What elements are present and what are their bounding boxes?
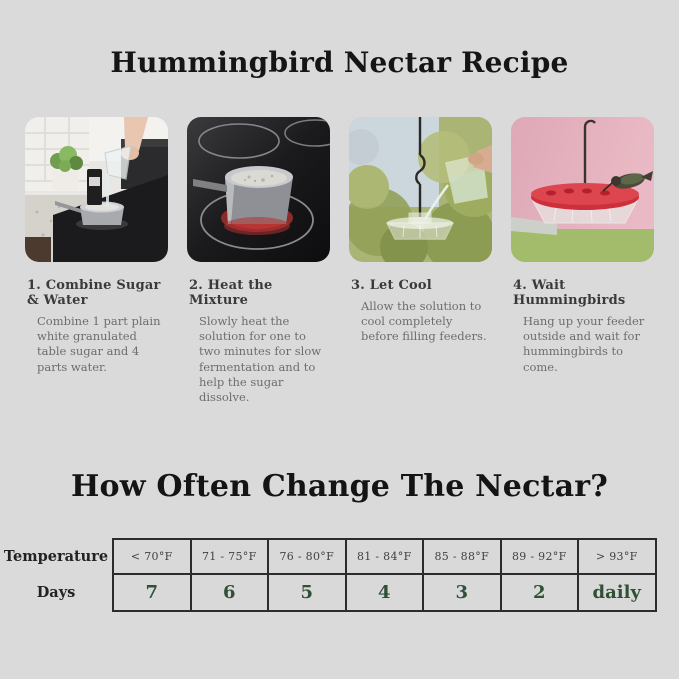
temperature-row <box>0 539 656 574</box>
temperature-cell: > 93°F <box>578 539 656 574</box>
nectar-change-table-area <box>0 538 679 612</box>
step-card-4 <box>511 117 654 405</box>
step-description: Allow the solution to cool completely before filling feeders. <box>361 299 487 344</box>
page-title: Hummingbird Nectar Recipe <box>110 46 569 79</box>
photo-combine-sugar-water <box>25 117 168 262</box>
days-row-label: Days <box>36 584 76 602</box>
step-heading: 4. Wait Hummingbirds <box>513 278 626 308</box>
photo-hummingbird-feeder <box>511 117 654 262</box>
stove-heating-illustration <box>187 117 330 262</box>
days-row <box>0 574 656 611</box>
hummingbird-feeder-illustration <box>511 117 654 262</box>
days-cell: 5 <box>268 574 346 611</box>
step-heading: 1. Combine Sugar & Water <box>27 278 161 308</box>
temperature-cell: 76 - 80°F <box>268 539 346 574</box>
table-section-title: How Often Change The Nectar? <box>70 469 609 505</box>
days-cell: 4 <box>346 574 424 611</box>
red-saucer-feeder-illustration <box>531 183 639 223</box>
step-description: Slowly heat the solution for one to two minutes for slow fermentation and to help the sugar dissolve. <box>199 314 322 404</box>
step-card-3 <box>349 117 492 405</box>
step-card-1 <box>25 117 168 405</box>
step-heading: 3. Let Cool <box>351 278 432 293</box>
step-description: Hang up your feeder outside and wait for hummingbirds to come. <box>523 314 645 374</box>
temperature-row-label: Temperature <box>3 548 109 566</box>
days-cell: 2 <box>501 574 579 611</box>
temperature-cell: 85 - 88°F <box>423 539 501 574</box>
kitchen-pouring-illustration <box>25 117 168 262</box>
photo-heat-mixture <box>187 117 330 262</box>
days-cell: daily <box>578 574 656 611</box>
days-cell: 6 <box>191 574 269 611</box>
days-cell: 7 <box>113 574 191 611</box>
step-card-2 <box>187 117 330 405</box>
temperature-cell: 89 - 92°F <box>501 539 579 574</box>
steps-section <box>0 117 679 405</box>
step-description: Combine 1 part plain white granulated table sugar and 4 parts water. <box>37 314 161 374</box>
filling-feeder-illustration <box>349 117 492 262</box>
photo-let-cool <box>349 117 492 262</box>
temperature-cell: < 70°F <box>113 539 191 574</box>
nectar-change-table <box>0 538 657 612</box>
days-cell: 3 <box>423 574 501 611</box>
temperature-cell: 81 - 84°F <box>346 539 424 574</box>
step-heading: 2. Heat the Mixture <box>189 278 273 308</box>
temperature-cell: 71 - 75°F <box>191 539 269 574</box>
